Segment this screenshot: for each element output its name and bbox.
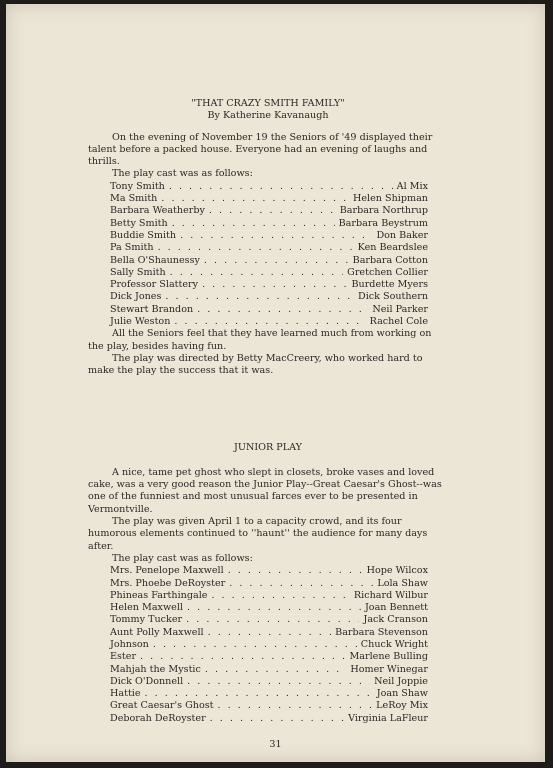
cast-role: Sally Smith [110,266,166,278]
play1-closing-paragraph-1: All the Seniors feel that they have learned much from working on the play, besides having fun. [88,328,432,352]
cast-row [110,713,428,725]
play2-cast-intro: The play cast was as follows: [112,552,253,564]
leader-dots [186,614,359,626]
leader-dots [180,230,372,242]
cast-role: Aunt Polly Maxwell [110,626,204,638]
cast-row [110,578,428,590]
cast-row [110,590,428,602]
leader-dots [202,279,347,291]
page-number: 31 [269,739,282,750]
cast-role: Johnson [110,638,149,650]
cast-actor: Barbara Cotton [352,254,428,266]
leader-dots [204,255,349,267]
cast-row [110,664,428,676]
leader-dots [209,205,336,217]
leader-dots [169,181,393,193]
play1-cast-intro: The play cast was as follows: [112,168,253,180]
cast-actor: Jack Cranson [363,614,428,626]
cast-row [110,316,428,328]
cast-actor: Burdette Myers [351,279,428,291]
play1-title: "THAT CRAZY SMITH FAMILY" [191,98,345,109]
cast-role: Mrs. Penelope Maxwell [110,565,224,577]
cast-role: Mahjah the Mystic [110,663,201,675]
cast-row [110,700,428,712]
page-content [88,98,448,725]
cast-actor: Lola Shaw [377,577,428,589]
cast-role: Bella O'Shaunessy [110,254,200,266]
leader-dots [140,651,345,663]
leader-dots [158,242,354,254]
leader-dots [210,713,344,725]
cast-actor: Virginia LaFleur [348,712,428,724]
cast-actor: Barbara Beystrum [338,217,428,229]
cast-actor: Dick Southern [358,291,428,303]
cast-row [110,218,428,230]
cast-actor: Hope Wilcox [366,565,428,577]
cast-actor: Al Mix [396,180,428,192]
play1-closing-paragraph-2: The play was directed by Betty MacCreery, who worked hard to make the play the success that it was. [88,352,423,377]
cast-row [110,614,428,626]
cast-row [110,267,428,279]
cast-actor: Chuck Wright [360,638,428,650]
cast-role: Professor Slattery [110,279,199,291]
cast-row [110,181,428,193]
cast-role: Pa Smith [110,242,154,254]
cast-role: Mrs. Phoebe DeRoyster [110,577,226,589]
document-page [6,4,545,762]
leader-dots [145,688,373,700]
cast-role: Betty Smith [110,217,168,229]
cast-actor: Helen Shipman [353,193,428,205]
play1-intro-paragraph: On the evening of November 19 the Seniors of '49 displayed their talent before a packed house. Everyone had an evening of laughs and thrills. [88,131,433,168]
play1-cast-list [88,181,428,329]
cast-actor: Homer Winegar [350,663,428,675]
play2-title: JUNIOR PLAY [234,441,302,453]
cast-actor: Neil Joppie [374,675,428,687]
cast-row [110,255,428,267]
cast-row [110,639,428,651]
cast-actor: Gretchen Collier [347,266,428,278]
leader-dots [208,627,332,639]
leader-dots [197,304,368,316]
leader-dots [187,676,370,688]
leader-dots [165,291,354,303]
cast-actor: Rachel Cole [369,316,428,328]
cast-role: Great Caesar's Ghost [110,700,214,712]
leader-dots [229,578,373,590]
cast-row [110,627,428,639]
cast-actor: Joan Shaw [376,688,428,700]
leader-dots [228,565,363,577]
leader-dots [172,218,335,230]
cast-role: Phineas Farthingale [110,589,208,601]
leader-dots [170,267,344,279]
cast-row [110,676,428,688]
cast-actor: Ken Beardslee [357,242,428,254]
cast-role: Buddie Smith [110,229,177,241]
cast-role: Deborah DeRoyster [110,712,206,724]
cast-row [110,602,428,614]
leader-dots [187,602,361,614]
leader-dots [211,590,349,602]
cast-row [110,688,428,700]
play2-intro-paragraph-2: The play was given April 1 to a capacity crowd, and its four humorous elements continued to ''haunt'' the audience for many days after. [88,516,428,552]
cast-role: Hattie [110,688,141,700]
cast-row [110,242,428,254]
leader-dots [205,664,347,676]
cast-actor: LeRoy Mix [376,700,428,712]
cast-row [110,279,428,291]
cast-role: Julie Weston [110,316,171,328]
leader-dots [174,316,365,328]
cast-actor: Joan Bennett [364,602,428,614]
cast-role: Ma Smith [110,193,158,205]
cast-row [110,565,428,577]
cast-actor: Barbara Stevenson [335,626,428,638]
cast-row [110,230,428,242]
cast-role: Helen Maxwell [110,602,183,614]
cast-actor: Richard Wilbur [353,589,428,601]
cast-role: Dick Jones [110,291,162,303]
cast-row [110,304,428,316]
cast-row [110,651,428,663]
cast-role: Ester [110,651,137,663]
play1-author: By Katherine Kavanaugh [207,110,329,122]
leader-dots [218,700,373,712]
cast-role: Tommy Tucker [110,614,183,626]
leader-dots [153,639,357,651]
play2-intro-paragraph-1: A nice, tame pet ghost who slept in closets, broke vases and loved cake, was a very good reason the Junior Play--Great Caesar's Ghost--was one of the funniest and most unusual farces ever to be presented in Vermontville. [88,466,442,515]
cast-actor: Marlene Bulling [349,651,428,663]
cast-role: Tony Smith [110,180,165,192]
leader-dots [161,193,349,205]
cast-actor: Barbara Northrup [339,205,428,217]
cast-role: Dick O'Donnell [110,675,184,687]
play2-cast-list [88,565,428,725]
cast-actor: Neil Parker [372,303,428,315]
cast-row [110,291,428,303]
cast-role: Barbara Weatherby [110,205,205,217]
cast-row [110,193,428,205]
cast-role: Stewart Brandon [110,303,194,315]
cast-actor: Don Baker [376,229,428,241]
cast-row [110,205,428,217]
